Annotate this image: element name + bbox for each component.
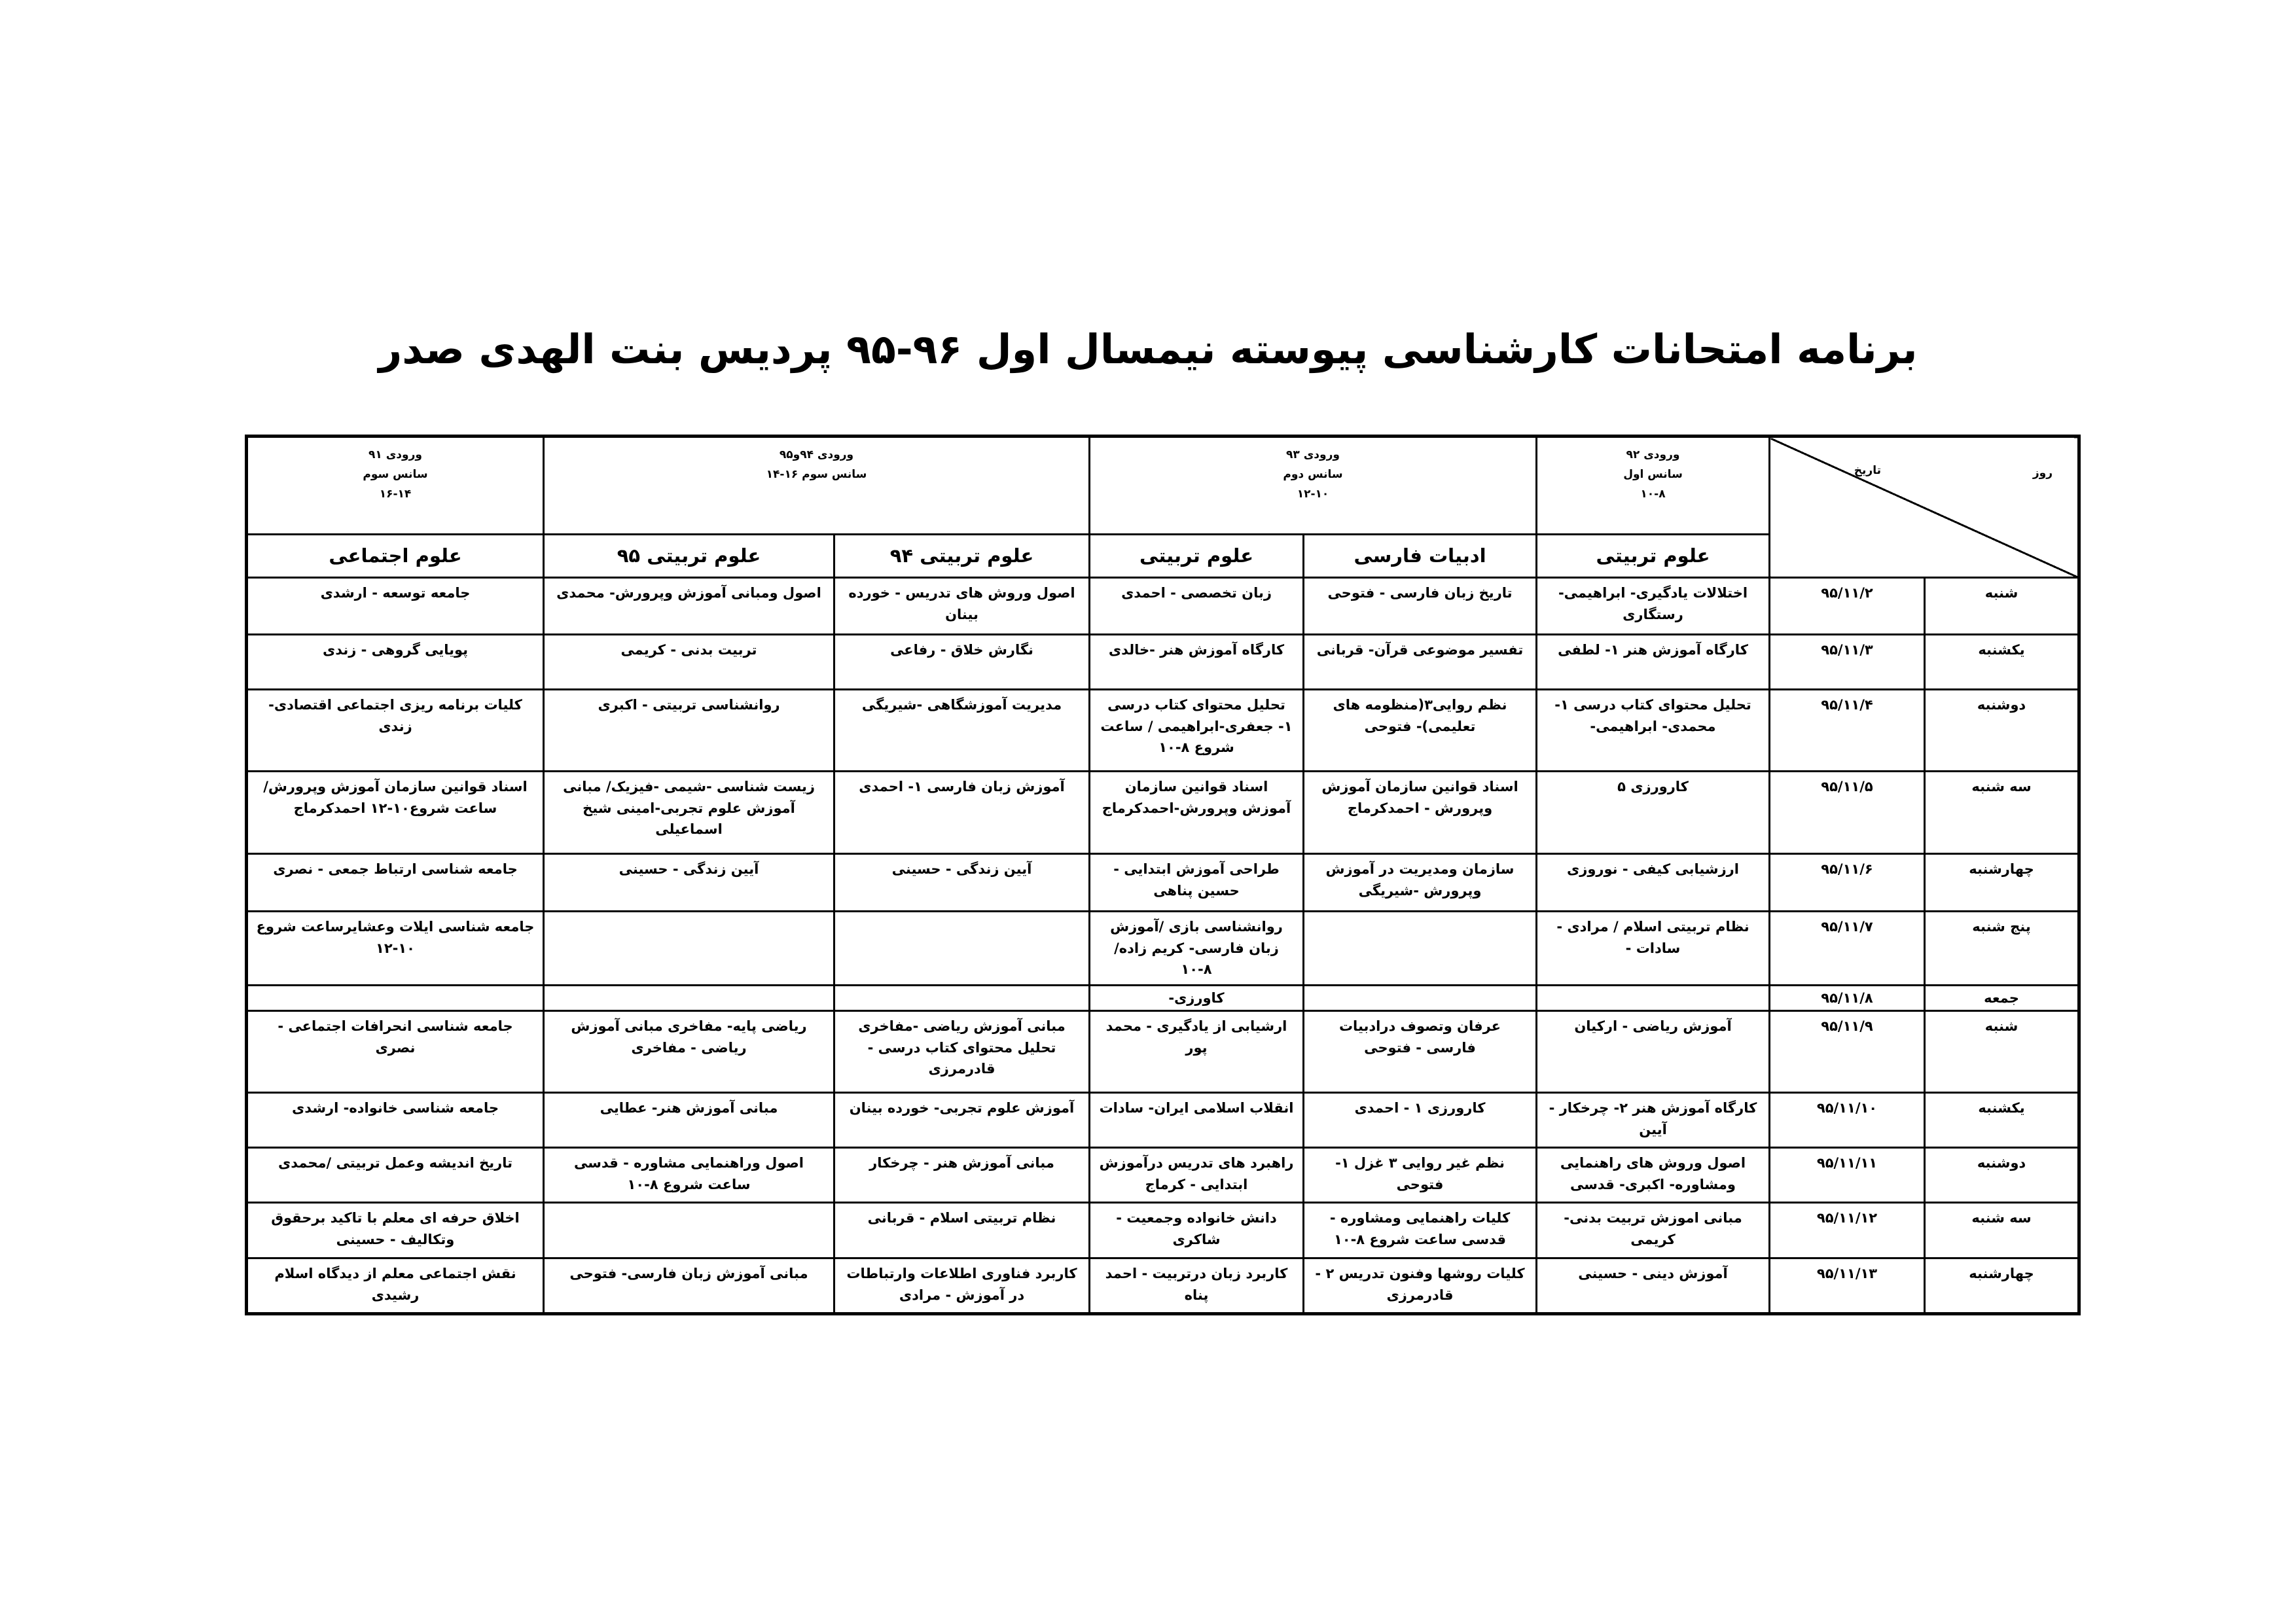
exam-cell: کارورزی ۱ - احمدی [1304,1093,1537,1148]
table-row [247,1258,2079,1314]
exam-cell: تفسیر موضوعی قرآن- قربانی [1304,635,1537,690]
group-header-row [247,437,2079,535]
table-row [247,1093,2079,1148]
exam-cell [544,985,834,1011]
exam-cell: روانشناسی تربیتی - اکبری [544,690,834,772]
column-header: علوم تربیتی ۹۴ [834,535,1090,578]
exam-cell: جامعه توسعه - ارشدی [247,578,544,635]
group-header-entry-94-95: ورودی ۹۴و۹۵ سانس سوم ۱۶-۱۴ [544,437,1090,535]
exam-cell [834,912,1090,986]
exam-cell: ارزشیابی کیفی - نوروزی [1537,854,1770,912]
exam-cell: نظام تربیتی اسلام - قربانی [834,1203,1090,1258]
column-header: علوم تربیتی ۹۵ [544,535,834,578]
exam-cell: ریاضی پایه- مفاخری مبانی آموزش ریاضی - مفاخری [544,1011,834,1093]
exam-cell: ارشیابی از یادگیری - محمد پور [1090,1011,1304,1093]
exam-cell: نظام تربیتی اسلام / مرادی - سادات - [1537,912,1770,986]
date-cell: ۹۵/۱۱/۳ [1770,635,1925,690]
date-cell: ۹۵/۱۱/۴ [1770,690,1925,772]
group-header-entry-92: ورودی ۹۲ سانس اول ۱۰-۸ [1537,437,1770,535]
exam-cell: پویایی گروهی - زندی [247,635,544,690]
table-row [247,690,2079,772]
date-cell: ۹۵/۱۱/۵ [1770,772,1925,854]
exam-cell: اخلاق حرفه ای معلم با تاکید برحقوق وتکالیف - حسینی [247,1203,544,1258]
exam-cell: اصول وروش های تدریس - خورده بینان [834,578,1090,635]
exam-cell: کلیات روشها وفنون تدریس ۲ - قادرمرزی [1304,1258,1537,1314]
exam-cell: نقش اجتماعی معلم از دیدگاه اسلام رشیدی [247,1258,544,1314]
table-row [247,1203,2079,1258]
exam-cell: مدیریت آموزشگاهی -شیریگی [834,690,1090,772]
date-cell: ۹۵/۱۱/۶ [1770,854,1925,912]
exam-cell: کاربرد فناوری اطلاعات وارتباطات در آموزش - مرادی [834,1258,1090,1314]
exam-cell: تاریخ زبان فارسی - فتوحی [1304,578,1537,635]
table-row [247,578,2079,635]
exam-cell: آیین زندگی - حسینی [834,854,1090,912]
column-header: علوم تربیتی [1537,535,1770,578]
day-cell: دوشنبه [1925,690,2079,772]
exam-cell: عرفان وتصوف درادبیات فارسی - فتوحی [1304,1011,1537,1093]
exam-cell: آموزش زبان فارسی ۱- احمدی [834,772,1090,854]
exam-cell: کارگاه آموزش هنر ۱- لطفی [1537,635,1770,690]
date-cell: ۹۵/۱۱/۱۳ [1770,1258,1925,1314]
exam-cell [834,985,1090,1011]
column-header: علوم تربیتی [1090,535,1304,578]
exam-cell: تاریخ اندیشه وعمل تربیتی /محمدی [247,1148,544,1203]
day-cell: یکشنبه [1925,1093,2079,1148]
exam-cell: جامعه شناسی ارتباط جمعی - نصری [247,854,544,912]
exam-cell: راهبرد های تدریس درآموزش ابتدایی - کرماج [1090,1148,1304,1203]
exam-cell [1537,985,1770,1011]
table-row [247,985,2079,1011]
exam-cell: آموزش دینی - حسینی [1537,1258,1770,1314]
exam-schedule-table [245,435,2081,1315]
date-header: تاریخ [1854,464,1881,477]
day-cell: سه شنبه [1925,1203,2079,1258]
exam-cell: زیست شناسی -شیمی -فیزیک/ مبانی آموزش علوم تجربی-امینی شیخ اسماعیلی [544,772,834,854]
day-cell: چهارشنبه [1925,1258,2079,1314]
exam-cell: جامعه شناسی خانواده- ارشدی [247,1093,544,1148]
exam-cell: مبانی آموزش زبان فارسی- فتوحی [544,1258,834,1314]
exam-cell [1304,912,1537,986]
exam-cell: نگارش خلاق - رفاعی [834,635,1090,690]
exam-cell: اسناد قوانین سازمان آموزش وپرورش - احمدکرماج [1304,772,1537,854]
group-header-entry-93: ورودی ۹۳ سانس دوم ۱۲-۱۰ [1090,437,1537,535]
date-cell: ۹۵/۱۱/۱۱ [1770,1148,1925,1203]
column-header: ادبیات فارسی [1304,535,1537,578]
exam-cell [544,912,834,986]
group-header-entry-91: ورودی ۹۱ سانس سوم ۱۶-۱۴ [247,437,544,535]
day-cell: جمعه [1925,985,2079,1011]
exam-cell [544,1203,834,1258]
exam-cell: انقلاب اسلامی ایران- سادات [1090,1093,1304,1148]
exam-cell: آیین زندگی - حسینی [544,854,834,912]
exam-cell: آموزش علوم تجربی- خورده بینان [834,1093,1090,1148]
date-cell: ۹۵/۱۱/۱۲ [1770,1203,1925,1258]
exam-cell: مبانی آموزش هنر - چرخکار [834,1148,1090,1203]
table-row [247,1011,2079,1093]
day-cell: شنبه [1925,1011,2079,1093]
exam-cell: دانش خانواده وجمعیت - شاکری [1090,1203,1304,1258]
exam-cell: نظم روایی۳(منظومه های تعلیمی)- فتوحی [1304,690,1537,772]
exam-cell: مبانی اموزش تربیت بدنی-کریمی [1537,1203,1770,1258]
exam-cell [247,985,544,1011]
exam-cell: مبانی آموزش هنر- عطایی [544,1093,834,1148]
exam-cell: جامعه شناسی ایلات وعشایرساعت شروع ۱۰-۱۲ [247,912,544,986]
day-header: روز [2032,467,2053,480]
date-cell: ۹۵/۱۱/۱۰ [1770,1093,1925,1148]
exam-cell: آموزش ریاضی - ارکیان [1537,1011,1770,1093]
day-cell: دوشنبه [1925,1148,2079,1203]
exam-cell: اصول وروش های راهنمایی ومشاوره- اکبری- قدسی [1537,1148,1770,1203]
exam-cell: کارگاه آموزش هنر -خالدی [1090,635,1304,690]
day-cell: شنبه [1925,578,2079,635]
exam-cell: کاورزی- [1090,985,1304,1011]
day-cell: پنج شنبه [1925,912,2079,986]
day-cell: سه شنبه [1925,772,2079,854]
date-cell: ۹۵/۱۱/۹ [1770,1011,1925,1093]
exam-cell: کارورزی ۵ [1537,772,1770,854]
exam-cell: اصول ومبانی آموزش وپرورش- محمدی [544,578,834,635]
exam-cell: نظم غیر روایی ۳ غزل ۱- فتوحی [1304,1148,1537,1203]
exam-cell: کلیات برنامه ریزی اجتماعی اقتصادی- زندی [247,690,544,772]
date-cell: ۹۵/۱۱/۲ [1770,578,1925,635]
table-row [247,635,2079,690]
day-cell: یکشنبه [1925,635,2079,690]
date-cell: ۹۵/۱۱/۸ [1770,985,1925,1011]
exam-cell: اسناد قوانین سازمان آموزش وپرورش-احمدکرماج [1090,772,1304,854]
day-date-corner-header [1770,437,2079,578]
exam-cell [1304,985,1537,1011]
exam-cell: کلیات راهنمایی ومشاوره - قدسی ساعت شروع ۸-۱۰ [1304,1203,1537,1258]
exam-cell: روانشناسی بازی /آموزش زبان فارسی- کریم زاده/ ۸-۱۰ [1090,912,1304,986]
date-cell: ۹۵/۱۱/۷ [1770,912,1925,986]
exam-cell: کاربرد زبان درتربیت - احمد پناه [1090,1258,1304,1314]
column-header: علوم اجتماعی [247,535,544,578]
exam-cell: اسناد قوانین سازمان آموزش وپرورش/ساعت شروع۱۰-۱۲ احمدکرماج [247,772,544,854]
exam-cell: اصول وراهنمایی مشاوره - قدسی ساعت شروع ۸-۱۰ [544,1148,834,1203]
page-title: برنامه امتحانات کارشناسی پیوسته نیمسال اول ۹۶-۹۵ پردیس بنت الهدی صدر [378,325,1918,373]
exam-cell: جامعه شناسی انحرافات اجتماعی - نصری [247,1011,544,1093]
exam-cell: زبان تخصصی - احمدی [1090,578,1304,635]
exam-cell: مبانی آموزش ریاضی -مفاخری تحلیل محتوای کتاب درسی - قادرمرزی [834,1011,1090,1093]
table-row [247,1148,2079,1203]
exam-cell: طراحی آموزش ابتدایی - حسین پناهی [1090,854,1304,912]
exam-cell: سازمان ومدیریت در آموزش وپرورش -شیریگی [1304,854,1537,912]
exam-cell: اختلالات یادگیری- ابراهیمی- رستگاری [1537,578,1770,635]
day-cell: چهارشنبه [1925,854,2079,912]
exam-cell: تربیت بدنی - کریمی [544,635,834,690]
table-row [247,854,2079,912]
exam-cell: تحلیل محتوای کتاب درسی ۱- جعفری-ابراهیمی / ساعت شروع ۸-۱۰ [1090,690,1304,772]
table-row [247,912,2079,986]
table-row [247,772,2079,854]
exam-cell: کارگاه آموزش هنر ۲- چرخکار - آیین [1537,1093,1770,1148]
exam-cell: تحلیل محتوای کتاب درسی ۱- محمدی- ابراهیمی- [1537,690,1770,772]
